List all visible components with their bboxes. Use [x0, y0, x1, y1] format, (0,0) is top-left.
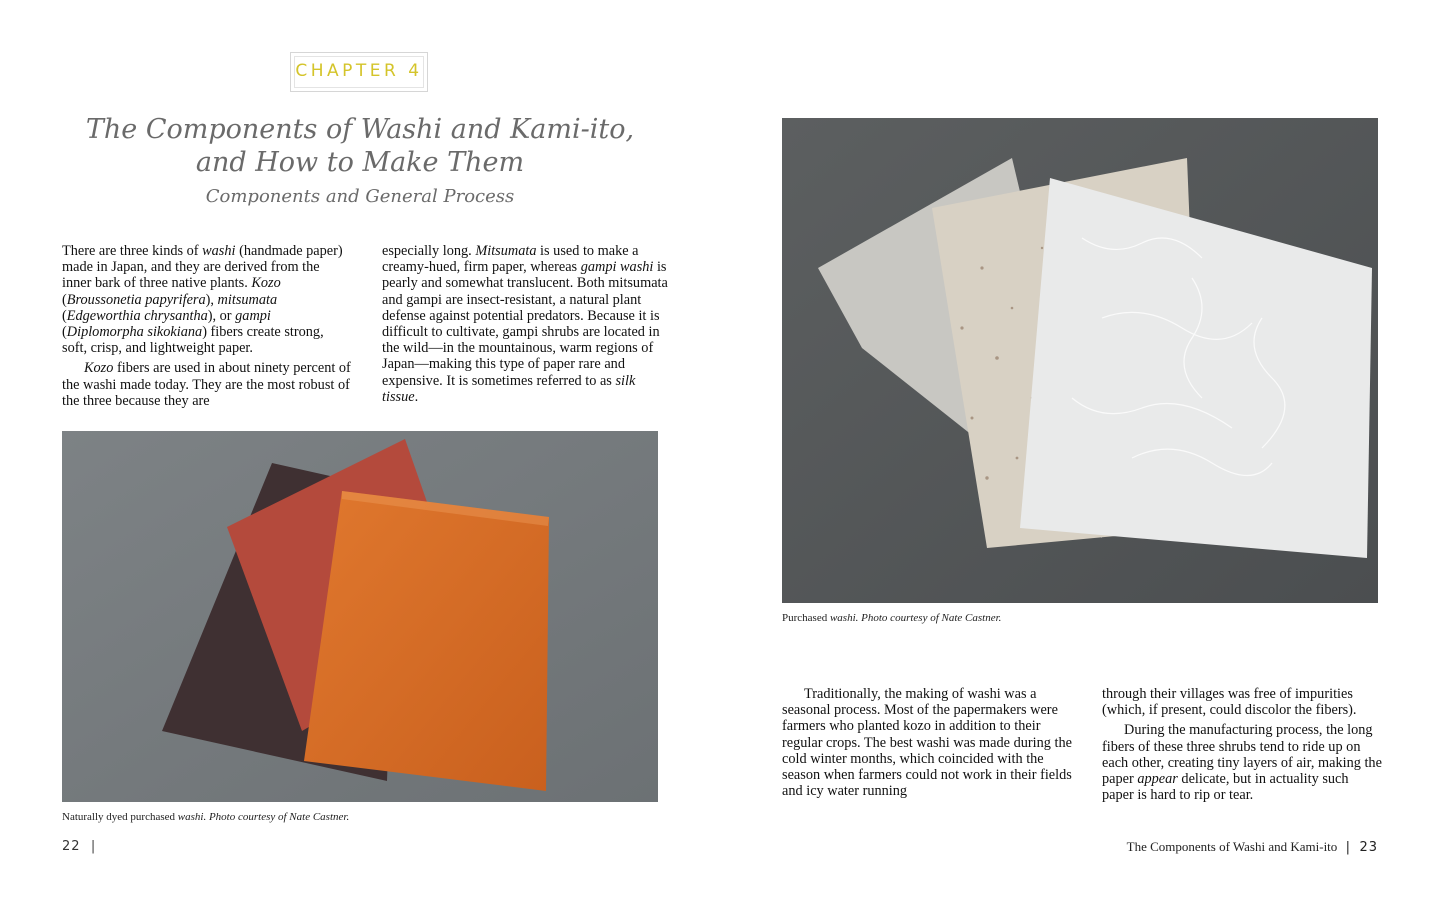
body-column-3 [782, 686, 1074, 799]
text-run: delicate, but in actuality such paper is hard to rip or tear. [1102, 771, 1349, 804]
italic-text: Mitsumata [475, 243, 537, 259]
paragraph [782, 686, 1074, 799]
text-run: ( [62, 291, 67, 308]
chapter-title-line-1: The Components of Washi and Kami-ito, [85, 114, 635, 145]
photo-caption-2 [782, 612, 1001, 624]
paragraph [1102, 722, 1382, 803]
text-run: During the manufacturing process, the long fibers of these three shrubs tend to ride up on each other, creating tiny layers of air, making the paper [1102, 722, 1382, 788]
italic-text: silk tissue [382, 372, 636, 405]
text-run: through their villages was free of impurities (which, if present, could discolor the fibers). [1102, 686, 1357, 719]
photo-dyed-washi [62, 431, 658, 802]
italic-text: Kozo [251, 275, 281, 292]
italic-text: washi [177, 811, 204, 823]
italic-text: appear [1137, 771, 1178, 788]
chapter-label: CHAPTER 4 [295, 61, 423, 81]
text-run: fibers are used in about ninety percent of the washi made today. They are the most robust of the three because they are [62, 360, 351, 409]
text-run: ), [205, 291, 218, 308]
text-run: . [414, 388, 419, 405]
italic-text: Edgeworthia chrysantha [66, 307, 208, 324]
paragraph [1102, 686, 1382, 718]
paragraph [62, 360, 352, 409]
italic-text: Kozo [84, 360, 114, 377]
body-column-1 [62, 243, 352, 409]
text-run: ), or [207, 307, 236, 324]
italic-text: Diplomorpha sikokiana [66, 324, 203, 341]
body-column-4 [1102, 686, 1382, 803]
folio-left [62, 839, 96, 854]
text-run: is used to make a creamy-hued, firm paper, whereas [382, 243, 639, 276]
text-run: Traditionally, the making of washi was a seasonal process. Most of the papermakers were farmers who planted kozo in addition to their regular crops. The best washi was made during the cold winter months, which coincided with the season when farmers could not work in their fields and icy water running [782, 686, 1072, 800]
italic-text: washi [829, 612, 856, 624]
paragraph [382, 243, 672, 405]
chapter-title-line-2: and How to Make Them [195, 147, 525, 178]
italic-text: . Photo courtesy of Nate Castner. [855, 612, 1002, 624]
text-run: ) fibers create strong, soft, crisp, and lightweight paper. [62, 324, 324, 357]
photo-purchased-washi [782, 118, 1378, 603]
text-run: There are three kinds of [62, 243, 203, 259]
text-run: especially long. [382, 243, 476, 259]
italic-text: gampi [235, 307, 271, 324]
italic-text: mitsumata [217, 291, 278, 308]
page-number-left: 22 [62, 839, 81, 854]
text-run: is pearly and somewhat translucent. Both mitsumata and gampi are insect-resistant, a natural plant defense against potential predators. Because it is difficult to cultivate, gampi shrubs are located in the wild—in the mountainous, warm regions of Japan—making this type of paper rare and expensive. It is sometimes referred to as [382, 259, 668, 389]
text-run: ( [62, 307, 67, 324]
italic-text: Broussonetia papyrifera [66, 291, 206, 308]
text-run: Naturally dyed purchased [62, 811, 178, 823]
photo-caption-1 [62, 811, 349, 823]
body-column-2 [382, 243, 672, 405]
italic-text: washi [202, 243, 236, 259]
chapter-label-box [290, 52, 428, 92]
text-run: ( [62, 324, 67, 341]
section-subtitle: Components and General Process [205, 186, 515, 207]
text-run: (handmade paper) made in Japan, and they are derived from the inner bark of three native plants. [62, 243, 343, 292]
italic-text: gampi washi [580, 259, 654, 276]
folio-separator: | [85, 839, 97, 854]
page-number-right: 23 [1359, 840, 1378, 855]
folio-separator: | [1340, 840, 1357, 855]
paragraph [62, 243, 352, 356]
italic-text: . Photo courtesy of Nate Castner. [203, 811, 350, 823]
running-head-title: The Components of Washi and Kami-ito [1126, 839, 1338, 854]
running-head [1127, 839, 1378, 855]
text-run: Purchased [782, 612, 830, 624]
